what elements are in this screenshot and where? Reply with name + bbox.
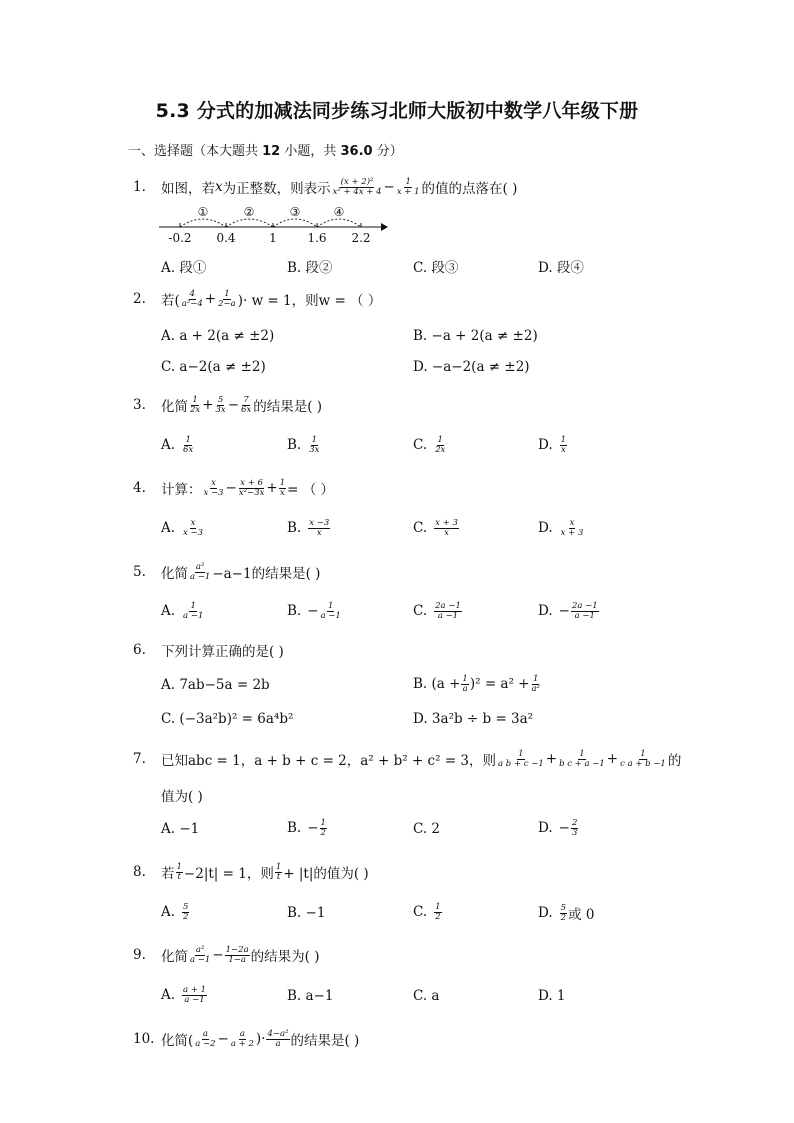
q4-option-a[interactable]: A. $\frac{x}{x -3}$ [161, 518, 204, 538]
q1-option-d[interactable]: D. 段④ [538, 260, 584, 276]
q9-option-d[interactable]: D. 1 [538, 988, 566, 1004]
fraction: $\frac{1}{2-a}$ [218, 288, 236, 309]
q8-option-c[interactable]: C. $\frac{1}{2}$ [413, 902, 441, 922]
q5-option-d[interactable]: D. − $\frac{2a -1}{a -1}$ [538, 601, 598, 621]
fraction: $\frac{7}{6x}$ [241, 394, 252, 415]
segment-label-2: ② [243, 205, 255, 219]
q4-option-c[interactable]: C. $\frac{x + 3}{x}$ [413, 518, 458, 538]
question-5: 5. 化简 $\frac{\text{a²}}{a -1}$ −a−1的结果是( ) [133, 561, 321, 582]
fraction: $\frac{5}{3x}$ [215, 394, 226, 415]
q2-option-c[interactable]: C. a−2(a ≠ ±2) [161, 359, 266, 375]
q3-option-c[interactable]: C. $\frac{1}{2x}$ [413, 435, 446, 455]
segment-arc-2 [226, 219, 273, 227]
q2-option-a[interactable]: A. a + 2(a ≠ ±2) [161, 328, 275, 344]
question-9: 9. 化简 $\frac{\text{a²}}{a -1}$ − $\frac{1-2a}{1-a}$ 的结果为( ) [133, 944, 320, 965]
fraction: $\frac{4}{\text{a²−4}}$ [181, 288, 203, 309]
q1-option-c[interactable]: C. 段③ [413, 260, 459, 276]
question-10: 10. 化简( $\frac{a}{a -2}$ − $\frac{a}{a + 2}$ )· $\frac{\text{4−a²}}{a}$ 的结果是( ) [133, 1028, 360, 1049]
question-1: 1. 如图，若 x 为正整数，则表示 $\frac{\text{(x + 2)²}}{\text{x² + 4x + 4}}$ − $\frac{1}{x + 1}$ 的值的点落在( ) [133, 176, 518, 197]
fraction: $\frac{\text{4−a²}}{a}$ [267, 1028, 289, 1049]
question-2: 2. 若( $\frac{4}{\text{a²−4}}$ + $\frac{1}{2-a}$ )· w = 1，则w = （ ） [133, 288, 382, 309]
q3-option-d[interactable]: D. $\frac{1}{x}$ [538, 435, 567, 455]
number-line-figure [155, 203, 395, 247]
q8-option-b[interactable]: B. −1 [287, 905, 326, 921]
q7-option-c[interactable]: C. 2 [413, 821, 441, 837]
axis-arrow-icon [381, 223, 388, 231]
q3-option-a[interactable]: A. $\frac{1}{6x}$ [161, 435, 194, 455]
q7-option-a[interactable]: A. −1 [161, 821, 200, 837]
fraction: $\frac{x + 6}{\text{x²−3x}}$ [238, 477, 265, 498]
fraction: $\frac{x}{x -3}$ [203, 477, 224, 498]
fraction: $\frac{1}{x}$ [279, 477, 286, 498]
segment-label-4: ④ [333, 205, 345, 219]
fraction: $\frac{1}{t}$ [176, 861, 182, 882]
segment-arc-3 [273, 219, 317, 227]
q6-option-b[interactable]: B. (a + $\frac{1}{a}$ )² = a² + $\frac{1}{\text{a²}}$ [413, 674, 540, 694]
fraction: $\frac{1}{\text{b c + a −1}}$ [559, 748, 605, 769]
q2-option-b[interactable]: B. −a + 2(a ≠ ±2) [413, 328, 538, 344]
fraction: $\frac{\text{a²}}{a -1}$ [190, 561, 211, 582]
q5-option-a[interactable]: A. $\frac{1}{a -1}$ [161, 601, 204, 621]
question-6: 6. 下列计算正确的是( ) [133, 642, 284, 660]
q6-option-c[interactable]: C. (−3a²b)² = 6a⁴b² [161, 711, 294, 727]
tick-label: -0.2 [168, 231, 192, 245]
q6-option-a[interactable]: A. 7ab−5a = 2b [161, 677, 270, 693]
tick-label: 1.6 [307, 231, 327, 245]
q5-option-c[interactable]: C. $\frac{2a -1}{a -1}$ [413, 601, 461, 621]
q7-option-d[interactable]: D. − $\frac{2}{3}$ [538, 818, 578, 838]
segment-arc-1 [180, 219, 226, 227]
q1-option-a[interactable]: A. 段① [161, 260, 207, 276]
q9-option-c[interactable]: C. a [413, 988, 440, 1004]
q3-option-b[interactable]: B. $\frac{1}{3x}$ [287, 435, 320, 455]
fraction: $\frac{\text{a²}}{a -1}$ [190, 944, 211, 965]
q4-option-b[interactable]: B. $\frac{x -3}{x}$ [287, 518, 330, 538]
fraction: $\frac{1}{2x}$ [190, 394, 201, 415]
q5-option-b[interactable]: B. − $\frac{1}{a -1}$ [287, 601, 341, 621]
fraction: $\frac{\text{(x + 2)²}}{\text{x² + 4x + 4}}$ [332, 176, 382, 197]
segment-arc-4 [317, 219, 361, 227]
q8-option-a[interactable]: A. $\frac{5}{2}$ [161, 902, 189, 922]
fraction: $\frac{1-2a}{1-a}$ [225, 944, 249, 965]
fraction: $\frac{1}{x + 1}$ [396, 176, 420, 197]
q1-option-b[interactable]: B. 段② [287, 260, 333, 276]
q6-option-d[interactable]: D. 3a²b ÷ b = 3a² [413, 711, 534, 727]
section-heading: 一、选择题（本大题共 12 小题，共 36.0 分） [128, 144, 403, 159]
page-title: 5.3 分式的加减法同步练习北师大版初中数学八年级下册 [155, 100, 639, 122]
question-7: 7. 已知abc = 1，a + b + c = 2，a² + b² + c² = 3，则 $\frac{1}{\text{a b + c −1}}$ + $\frac{1}{\text{b c + a −1}}$ + $\frac{1}{\text{c a + b −1}}$ 的 [133, 748, 682, 769]
fraction: $\frac{1}{\text{c a + b −1}}$ [620, 748, 666, 769]
tick-label: 2.2 [351, 231, 371, 245]
question-3: 3. 化简 $\frac{1}{2x}$ + $\frac{5}{3x}$ − $\frac{7}{6x}$ 的结果是( ) [133, 394, 323, 415]
segment-label-1: ① [197, 205, 209, 219]
tick-label: 0.4 [216, 231, 236, 245]
segment-label-3: ③ [289, 205, 301, 219]
q7-option-b[interactable]: B. − $\frac{1}{2}$ [287, 818, 326, 838]
q4-option-d[interactable]: D. $\frac{x}{x + 3}$ [538, 518, 584, 538]
q9-option-a[interactable]: A. $\frac{a + 1}{a -1}$ [161, 985, 207, 1005]
question-7-line-2: 值为( ) [161, 789, 203, 805]
question-8: 8. 若 $\frac{1}{t}$ −2|t| = 1，则 $\frac{1}{t}$ + |t|的值为( ) [133, 861, 369, 882]
fraction: $\frac{a}{a + 2}$ [230, 1028, 254, 1049]
q8-option-d[interactable]: D. $\frac{5}{2}$ 或 0 [538, 902, 595, 923]
q2-option-d[interactable]: D. −a−2(a ≠ ±2) [413, 359, 530, 375]
fraction: $\frac{a}{a -2}$ [195, 1028, 216, 1049]
fraction: $\frac{1}{\text{a b + c −1}}$ [498, 748, 544, 769]
tick-label: 1 [269, 231, 277, 245]
q9-option-b[interactable]: B. a−1 [287, 988, 334, 1004]
fraction: $\frac{1}{t}$ [275, 861, 282, 882]
question-4: 4. 计算： $\frac{x}{x -3}$ − $\frac{x + 6}{\text{x²−3x}}$ + $\frac{1}{x}$ = （ ） [133, 477, 335, 498]
